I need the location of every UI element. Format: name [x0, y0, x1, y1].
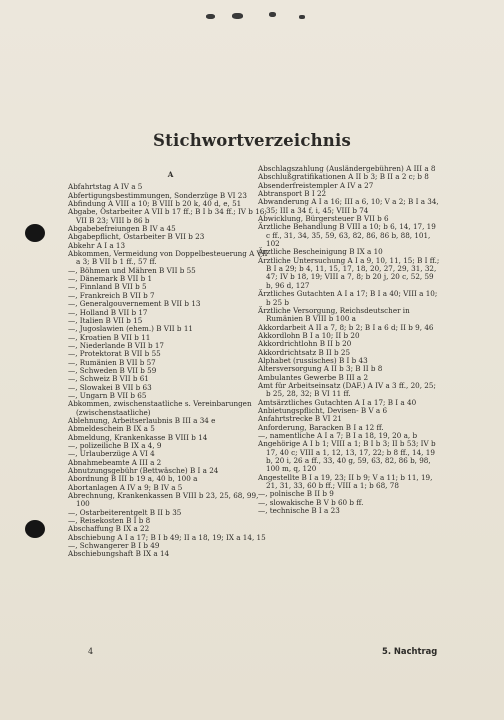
index-entry: —, Schweiz B VII b 61: [68, 374, 149, 384]
index-entry: Angehörige A I b 1; VIII a 1; B I b 3; II b 53; IV b 17, 40 c; VIII a 1, 12, 13, 17, 22; b 8 ff., 14, 19 b, 20 i, 26 a ff., 33, 40 g, 59, 63, 82, 86 b, 98, 100 m, q, 120: [258, 439, 436, 474]
index-entry: —, polizeiliche B IX a 4, 9: [68, 441, 162, 450]
index-entry: Abgabepflicht, Ostarbeiter B VII b 23: [68, 232, 205, 242]
index-entry: —, Niederlande B VII b 17: [68, 340, 164, 350]
index-entry: —, Rumänien B VII b 57: [68, 357, 156, 367]
index-entry: Abnutzungsgebühr (Bettwäsche) B I a 24: [68, 466, 219, 476]
index-entry: Absenderfreistempler A IV a 27: [258, 180, 374, 190]
index-entry: Amt für Arbeitseinsatz (DAF.) A IV a 3 ff., 20, 25; b 25, 28, 32; B VI 11 ff.: [258, 380, 436, 399]
index-entry: Abschlußgratifikationen A II b 3; B II a 2 c; b 8: [258, 172, 429, 182]
index-entry: —, polnische B II b 9: [258, 489, 334, 499]
scan-speck: [269, 12, 276, 17]
scan-speck: [206, 14, 215, 19]
index-entry: Abfahrtstag A IV a 5: [68, 182, 143, 192]
punch-hole-top: [25, 224, 45, 242]
index-entry: Akkordrichtlohn B II b 20: [258, 339, 352, 349]
index-entry: Akkordlohn B I a 10; II b 20: [258, 330, 360, 340]
index-entry: —, Böhmen und Mähren B VII b 55: [68, 265, 196, 275]
index-entry: Ärztliche Untersuchung A I a 9, 10, 11, 15; B I ff.; B I a 29; b 4, 11, 15, 17, 18, 20, 27, 29, 31, 32, 47; IV b 18, 19; VIII a 7, 8; b 20 j, 20 c, 52, 59 b, 96 d, 127: [258, 255, 440, 290]
index-entry: —, Dänemark B VII b 1: [68, 274, 153, 284]
index-entry: Abfertigungsbestimmungen, Sonderzüge B VI 23: [68, 190, 247, 200]
index-entry: Abschlagszahlung (Ausländergebühren) A III a 8: [258, 164, 436, 173]
index-entry: —, namentliche A I a 7; B I a 18, 19, 20 a, b: [258, 431, 418, 440]
index-entry: Abkommen, Vermeidung von Doppelbesteuerung A VII a 3; B VII b 1 ff., 57 ff.: [68, 249, 268, 267]
index-entry: Ablehnung, Arbeitserlaubnis B III a 34 e: [68, 415, 216, 425]
index-entry: Ambulantes Gewerbe B III a 2: [258, 372, 369, 382]
index-entry: —, Schweden B VII b 59: [68, 365, 157, 375]
index-entry: Abnahmebeamte A III a 2: [68, 457, 162, 467]
index-entry: Abortanlagen A IV a 9; B IV a 5: [68, 482, 183, 492]
index-entry: Abkommen, zwischenstaatliche s. Vereinbarungen (zwischenstaatliche): [68, 399, 252, 417]
index-entry: Abtransport B I 22: [258, 189, 327, 199]
scan-speck: [299, 15, 305, 19]
index-entry: Abschiebung A I a 17; B I b 49; II a 18, 19; IX a 14, 15: [68, 532, 266, 542]
index-entry: Amtsärztliches Gutachten A I a 17; B I a 40: [258, 397, 417, 407]
scan-speck: [232, 13, 243, 19]
edition-label: 5. Nachtrag: [382, 646, 438, 656]
index-entry: Angestellte B I a 19, 23; II b 9; V a 11; b 11, 19, 21, 31, 33, 60 b ff.; VIII a 1; b 68, 78: [258, 472, 433, 491]
index-column-right: [258, 165, 440, 515]
index-entry: —, Finnland B VII b 5: [68, 282, 147, 292]
index-entry: —, Frankreich B VII b 7: [68, 290, 155, 300]
index-entry: —, Ungarn B VII b 65: [68, 390, 147, 400]
index-entry: —, Holland B VII b 17: [68, 307, 148, 317]
index-entry: —, Slowakei B VII b 63: [68, 382, 152, 392]
index-entry: Altersversorgung A II b 3; B II b 8: [258, 364, 383, 374]
index-entry: Abkehr A I a 13: [68, 240, 126, 250]
index-entry: Ärztliche Versorgung, Reichsdeutscher in Rumänien B VIII b 100 a: [258, 305, 410, 324]
index-entry: Ärztliches Gutachten A I a 17; B I a 40; VIII a 10; b 25 b: [258, 289, 438, 307]
index-entry: —, Italien B VII b 15: [68, 315, 143, 325]
page-title: Stichwortverzeichnis: [153, 131, 351, 150]
index-entry: —, Ostarbeiterentgelt B II b 35: [68, 507, 182, 517]
index-entry-list-right: [258, 165, 440, 515]
index-entry: Abordnung B III b 19 a, 40 b, 100 a: [68, 474, 198, 484]
index-entry-list-left: [68, 183, 273, 558]
index-column-left: [68, 165, 273, 559]
index-entry: Abfindung A VIII a 10; B VIII b 20 k, 40 d, e, 51: [68, 199, 242, 209]
index-entry: —, Generalgouvernement B VII b 13: [68, 299, 201, 309]
index-entry: Abmeldung, Krankenkasse B VIII b 14: [68, 432, 208, 442]
index-entry: —, Urlauberzüge A VI 4: [68, 449, 155, 459]
index-entry: Abgabebefreiungen B IV a 45: [68, 224, 176, 234]
index-entry: Abgabe, Ostarbeiter A VII b 17 ff.; B I b 34 ff.; IV b 16; VII B 23; VIII b 86 b: [68, 207, 267, 225]
index-entry: Ärztliche Behandlung B VIII a 10; b 6, 14, 17, 19 c ff., 31, 34, 35, 59, 63, 82, 86, 86 b, 88, 101, 102: [258, 222, 436, 249]
index-entry: —, Jugoslawien (ehem.) B VII b 11: [68, 324, 193, 334]
index-entry: Abschiebungshaft B IX a 14: [68, 549, 170, 559]
section-letter: A: [167, 170, 174, 179]
index-entry: Abwanderung A I a 16; III a 6, 10; V a 2; B I a 34, 35; III a 34 f, i, 45; VIII b 74: [258, 197, 439, 215]
index-entry: —, Protektorat B VII b 55: [68, 349, 161, 359]
index-entry: —, Reisekosten B I b 8: [68, 516, 151, 526]
index-entry: —, Schwangerer B I b 49: [68, 541, 160, 551]
index-entry: Ärztliche Bescheinigung B IX a 10: [258, 247, 383, 257]
index-entry: Alphabet (russisches) B I b 43: [258, 355, 368, 365]
punch-hole-bottom: [25, 520, 45, 538]
index-entry: —, Kroatien B VII b 11: [68, 332, 151, 342]
index-entry: Akkordrichtsatz B II b 25: [258, 347, 351, 357]
index-entry: Abschaffung B IX a 22: [68, 524, 150, 534]
index-entry: —, slowakische B V b 60 b ff.: [258, 497, 364, 507]
index-entry: Anfahrtstrecke B VI 21: [258, 414, 342, 424]
index-entry: Abwicklung, Bürgersteuer B VII b 6: [258, 214, 389, 224]
page-number: 4: [88, 647, 94, 656]
index-entry: Abrechnung, Krankenkassen B VIII b 23, 25, 68, 99, 100: [68, 491, 259, 509]
index-entry: Anbietungspflicht, Devisen- B V a 6: [258, 405, 388, 415]
index-entry: Abmeldeschein B IX a 5: [68, 424, 155, 434]
index-entry: Akkordarbeit A II a 7, 8; b 2; B I a 6 d; II b 9, 46: [258, 322, 434, 332]
index-entry: Anforderung, Baracken B I a 12 ff.: [258, 422, 384, 432]
index-entry: —, technische B I a 23: [258, 506, 340, 516]
